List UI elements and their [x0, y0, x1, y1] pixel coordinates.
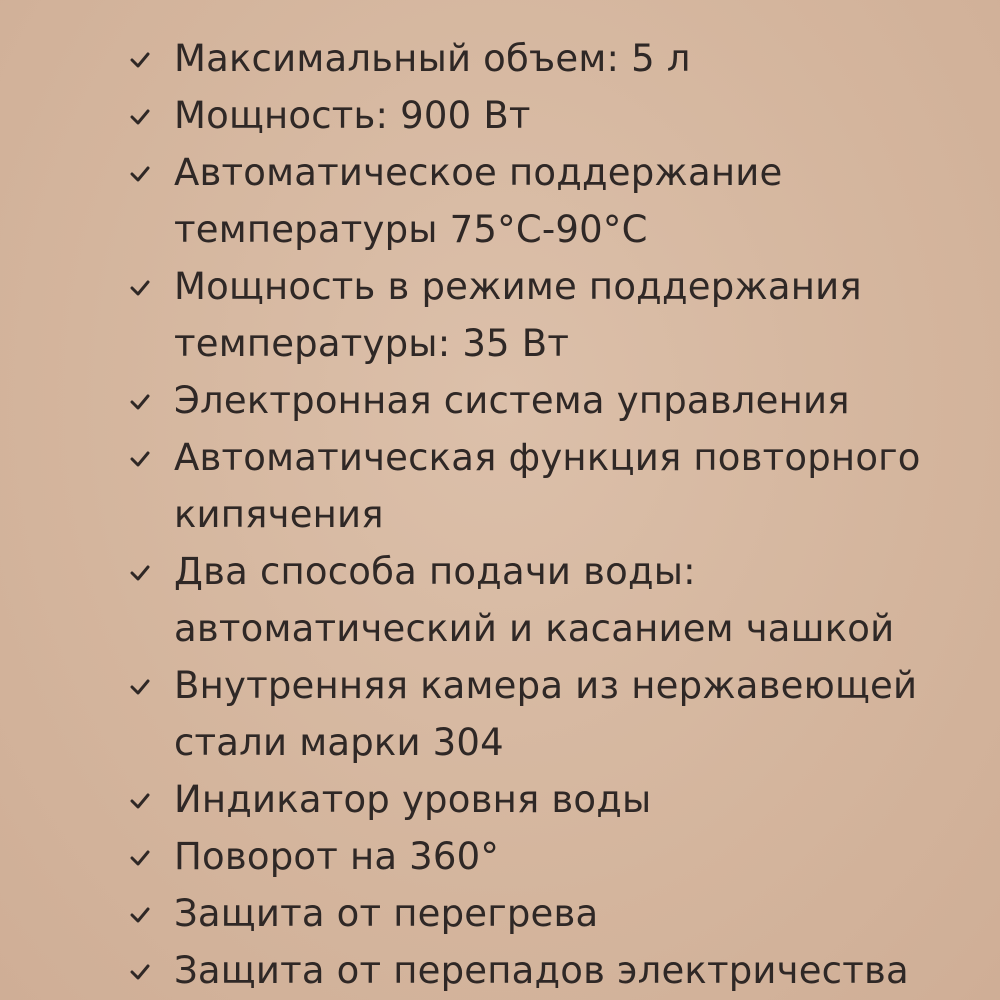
feature-line: Защита от перегрева	[174, 892, 599, 935]
check-icon	[124, 30, 174, 86]
feature-line: Электронная система управления	[174, 379, 850, 422]
feature-item	[124, 372, 984, 429]
feature-line: Автоматическое поддержание	[174, 151, 783, 194]
feature-text	[174, 258, 862, 372]
check-icon	[124, 657, 174, 713]
feature-line: Индикатор уровня воды	[174, 778, 652, 821]
check-icon	[124, 771, 174, 827]
feature-item	[124, 942, 984, 999]
feature-line: Защита от перепадов электричества	[174, 949, 909, 992]
check-icon	[124, 144, 174, 200]
feature-text	[174, 771, 651, 828]
check-icon	[124, 372, 174, 428]
feature-item	[124, 87, 984, 144]
feature-item	[124, 657, 984, 771]
feature-item	[124, 30, 984, 87]
feature-text	[174, 372, 850, 429]
feature-item	[124, 828, 984, 885]
feature-line: Внутренняя камера из нержавеющей	[174, 664, 918, 707]
feature-line: температуры 75°С-90°С	[174, 208, 648, 251]
check-icon	[124, 885, 174, 941]
feature-text	[174, 429, 921, 543]
feature-text	[174, 87, 531, 144]
check-icon	[124, 828, 174, 884]
check-icon	[124, 429, 174, 485]
feature-item	[124, 543, 984, 657]
feature-text	[174, 144, 782, 258]
feature-text	[174, 828, 499, 885]
feature-item	[124, 771, 984, 828]
feature-line: Максимальный объем: 5 л	[174, 37, 691, 80]
check-icon	[124, 258, 174, 314]
check-icon	[124, 942, 174, 998]
check-icon	[124, 543, 174, 599]
feature-line: температуры: 35 Вт	[174, 322, 570, 365]
feature-text	[174, 543, 894, 657]
feature-text	[174, 30, 691, 87]
feature-item	[124, 144, 984, 258]
feature-line: кипячения	[174, 493, 384, 536]
feature-line: стали марки 304	[174, 721, 504, 764]
feature-line: Мощность: 900 Вт	[174, 94, 531, 137]
feature-text	[174, 885, 598, 942]
feature-line: Автоматическая функция повторного	[174, 436, 921, 479]
feature-list	[124, 30, 984, 999]
feature-line: Поворот на 360°	[174, 835, 500, 878]
feature-line: автоматический и касанием чашкой	[174, 607, 895, 650]
feature-item	[124, 429, 984, 543]
feature-text	[174, 657, 917, 771]
check-icon	[124, 87, 174, 143]
feature-text	[174, 942, 909, 999]
feature-item	[124, 258, 984, 372]
feature-item	[124, 885, 984, 942]
feature-line: Мощность в режиме поддержания	[174, 265, 862, 308]
feature-line: Два способа подачи воды:	[174, 550, 696, 593]
